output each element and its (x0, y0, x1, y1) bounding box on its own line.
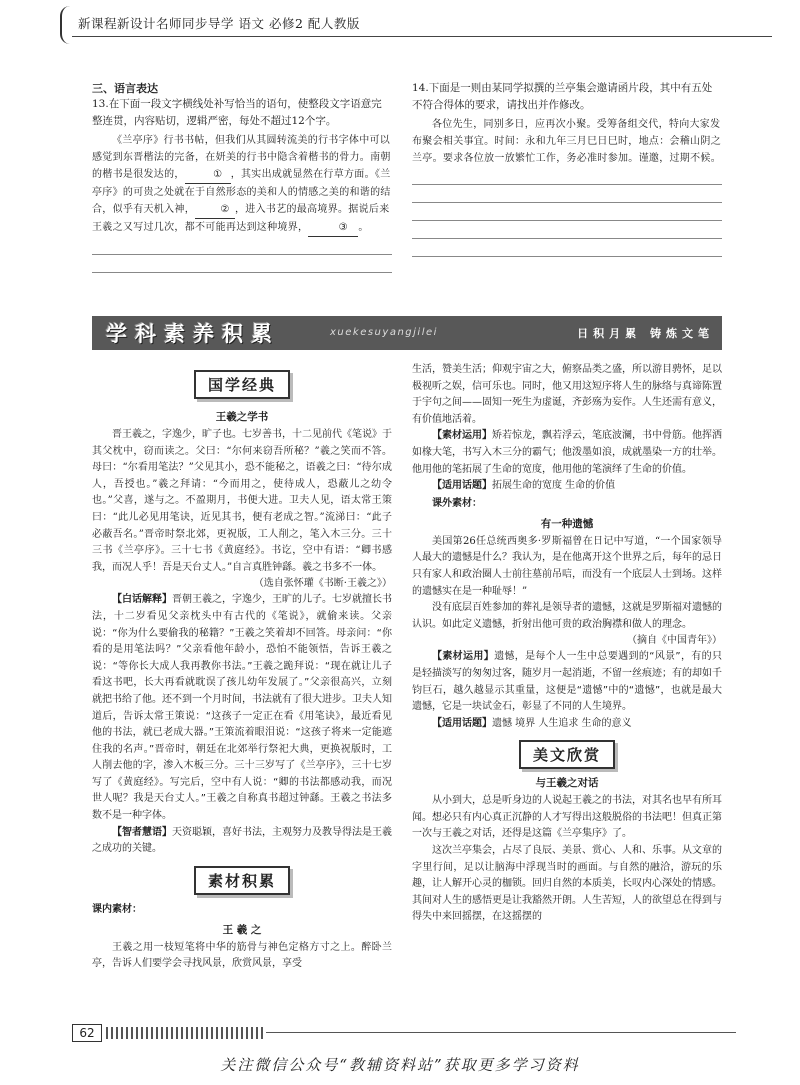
footer-pattern-decoration (106, 1027, 266, 1039)
banner-title: 学科素养积累 (106, 322, 280, 346)
header-divider (72, 36, 772, 37)
q13-passage-part4: 。 (358, 222, 369, 233)
material2-text: 美国第26任总统西奥多·罗斯福曾在日记中写道，“一个国家领导人最大的遗憾是什么？我认为，是在他离开这个世界之后，每年的忌日只有家人和政治圈人士前往墓前吊唁，而没有一个底层人士到场。这样的遗憾实在是一种耻辱！” 没有底层百姓参加的葬礼是领导者的遗憾，这就是罗斯福对遗憾的认识。如此定义遗憾，折射出他可贵的政治胸襟和做人的理念。 (412, 535, 722, 630)
classics-article-title: 王羲之学书 (215, 411, 269, 423)
material1-topic: 【适用话题】拓展生命的宽度 生命的价值 (432, 480, 616, 492)
essay-title: 与王羲之对话 (535, 777, 599, 790)
question-14 (412, 80, 722, 257)
left-content-column (92, 370, 392, 973)
material2-topic: 【适用话题】遗憾 境界 人生追求 生命的意义 (432, 717, 632, 729)
question-13 (92, 96, 392, 130)
banner-slogan: 日积月累 铸炼文笔 (577, 327, 714, 340)
q13-passage-part1: 《兰亭序》行书书帖，但我们从其圆转流美的行书字体中可以感觉到东晋楷法的完备，在妍美的行书中隐含着楷书的骨力。南朝的楷书是很发达的， (92, 135, 391, 180)
header-title: 新课程新设计名师同步导学 语文 必修2 配人教版 (78, 16, 360, 31)
q13-answer-line-2[interactable] (92, 255, 392, 273)
wisdom-text: 天资聪颖，喜好书法，主观努力及教导得法是王羲之成功的关键。 (92, 826, 392, 855)
right-content-column (412, 362, 722, 926)
in-class-label: 课内素材： (92, 903, 142, 915)
q14-prompt: 14.下面是一则由某同学拟撰的兰亭集会邀请函片段，其中有五处不符合得体的要求，请找出并作修改。 (412, 82, 713, 111)
q13-passage-part2: ，其实出成就显然在行草方面。《兰亭序》的可贵之处就在于自然形态的美和人的情感之美的和谐的结合，似乎有天机入神， (92, 169, 391, 215)
section-banner (92, 316, 722, 350)
material1-text-right: 生活，赞美生活；仰观宇宙之大，俯察品类之盛，所以游目骋怀，足以极视听之娱，信可乐也。同时，他又用这短序将人生的脉络与真谛陈置于宇句之间——固知一死生为虚诞，齐彭殇为妄作。人生还需有意义，有价值地活着。 (412, 364, 722, 425)
material2-usage: 【素材运用】遗憾，是每个人一生中总要遇到的“风景”，有的只是轻描淡写的匆匆过客，随岁月一起消逝，不留一丝痕迹；有的却如千钧巨石，越久越显示其重量，这便是“遗憾”中的“遗憾”，也就是最大遗憾，它是一块试金石，彰显了不同的人生境界。 (412, 651, 722, 713)
material1-text-left: 王羲之用一枝短笔将中华的筋骨与神色定格方寸之上。醉卧兰亭，告诉人们要学会寻找风景，欣赏风景，享受 (92, 941, 392, 970)
translation-tag: 【白话解释】 (112, 594, 172, 606)
classics-wisdom (92, 825, 392, 858)
header-bracket-decoration (60, 6, 70, 44)
q14-answer-line-5[interactable] (412, 239, 722, 257)
q14-passage: 各位先生，同别多日，应再次小聚。受筹备组交代，特向大家发布聚会相关事宜。时间：永和九年三月巳日巳时，地点：会稽山阴之兰亭。要求各位放一放繁忙工作，务必准时参加。谨邀，过期不候。 (412, 119, 721, 164)
page-header (72, 6, 772, 36)
q14-answer-line-4[interactable] (412, 221, 722, 239)
q13-prompt: 13.在下面一段文字横线处补写恰当的语句，使整段文字语意完整连贯，内容贴切，逻辑严密，每处不超过12个字。 (92, 98, 382, 127)
material1-title: 王 羲 之 (222, 923, 262, 936)
essay-text: 从小到大，总是听身边的人说起王羲之的书法，对其名也早有所耳闻。想必只有内心真正沉静的人才写得出这般脱俗的书法吧！但真正第一次与王羲之对话，还得是这篇《兰亭集序》了。 这次兰亭集会，占尽了良辰、美景、赏心、人和、乐事。从文章的字里行间，足以让脑海中浮现当时的画面。与自然的融洽，游玩的乐趣，让人解开心灵的枷锁。回归自然的本质美，长叹内心深处的情感。其间对人生的感悟更是让我豁然开朗。人生苦短，人的欲望总在得到与得失中来回摇摆，在这摇摆的 (412, 795, 722, 923)
q13-blank-1[interactable]: ① (185, 166, 231, 184)
wisdom-tag: 【智者慧语】 (112, 826, 172, 838)
q13-blank-3[interactable]: ③ (308, 219, 358, 237)
classics-source: （选自张怀瓘《书断·王羲之》） (253, 578, 392, 590)
classics-translation (92, 592, 392, 824)
q14-answer-line-3[interactable] (412, 203, 722, 221)
section-title: 三、语言表达 (92, 82, 158, 95)
materials-box-title: 素材积累 (92, 866, 392, 895)
translation-text: 晋朝王羲之，字逸少，王旷的儿子。七岁就擅长书法，十二岁看见父亲枕头中有古代的《笔说》，就偷来读。父亲说：“你为什么要偷我的秘籍？”王羲之笑着却不回答。母亲问：“你看的是用笔法吗？”父亲看他年龄小，恐怕不能领悟，告诉王羲之说：“等你长大成人我再教你书法。”王羲之跪拜说：“现在就让儿子看这书吧，长大再看就耽误了孩儿幼年发展了。”父亲很高兴，立刻就把书给了他。还不到一个月时间，书法就有了很大进步。卫夫人知道后，告诉太常王策说：“这孩子一定正在看《用笔诀》，最近看见他的书法，就已老成大器。”王策流着眼泪说：“这孩子将来一定能遮住我的名声。”晋帝时，朝廷在北郊举行祭祀大典，更换祝版时，工人削去他的字，渗入木板三分。三十三岁写了《兰亭序》，三十七岁写了《黄庭经》。写完后，空中有人说：“卿的书法都感动我，而况世人呢？我是天台丈人。”王羲之自称真书超过钟繇。王羲之书法多数不是一种字体。 (92, 594, 392, 822)
classics-original-text: 晋王羲之，字逸少，旷子也。七岁善书，十二见前代《笔说》于其父枕中，窃而读之。父曰：“尔何来窃吾所秘？”羲之笑而不答。母曰：“尔看用笔法？”父见其小，恐不能秘之，语羲之曰：“待尔成人，吾授也。”羲之拜请：“今而用之，使待成人，恐蔽儿之幼令也。”父喜，遂与之。不盈期月，书便大进。卫夫人见，语太常王策曰：“此儿必见用笔诀，近见其书，便有老成之智。”流涕曰：“此子必蔽吾名。”晋帝时祭北郊，更祝版，工人削之，笔入木三分。三十三书《兰亭序》。三十七书《黄庭经》。书讫，空中有语：“卿书感我，而况人乎！吾是天台丈人。”自言真胜钟繇。羲之书多不一体。 (92, 429, 392, 573)
footer-divider (266, 1032, 736, 1033)
q14-answer-line-2[interactable] (412, 185, 722, 203)
q14-answer-line-1[interactable] (412, 167, 722, 185)
q13-passage (92, 132, 392, 237)
q13-answer-line-1[interactable] (92, 237, 392, 255)
material1-usage: 【素材运用】矫若惊龙，飘若浮云，笔底波澜，书中骨筋。他挥洒如椽大笔，书写入木三分的霸气；他泼墨如浪，成就墨染一方的壮举。他用他的笔拓展了生命的宽度，他用他的笔演绎了生命的价值。 (412, 430, 722, 475)
classics-box-title: 国学经典 (92, 370, 392, 399)
page-number: 62 (72, 1024, 102, 1042)
extra-label: 课外素材： (432, 497, 482, 509)
page-footer (72, 1022, 732, 1044)
q13-passage-part3: ，进入书艺的最高境界。据说后来王羲之又写过几次，都不可能再达到这种境界， (92, 204, 390, 233)
language-section (92, 80, 392, 273)
material2-title: 有一种遗憾 (540, 517, 594, 530)
banner-pinyin: xuekesuyangjilei (330, 327, 438, 338)
bottom-watermark-note: 关注微信公众号“教辅资料站”获取更多学习资料 (220, 1056, 580, 1074)
q13-blank-2[interactable]: ② (195, 201, 235, 219)
material2-source: （摘自《中国青年》） (627, 635, 722, 647)
essay-box-title: 美文欣赏 (412, 740, 722, 769)
